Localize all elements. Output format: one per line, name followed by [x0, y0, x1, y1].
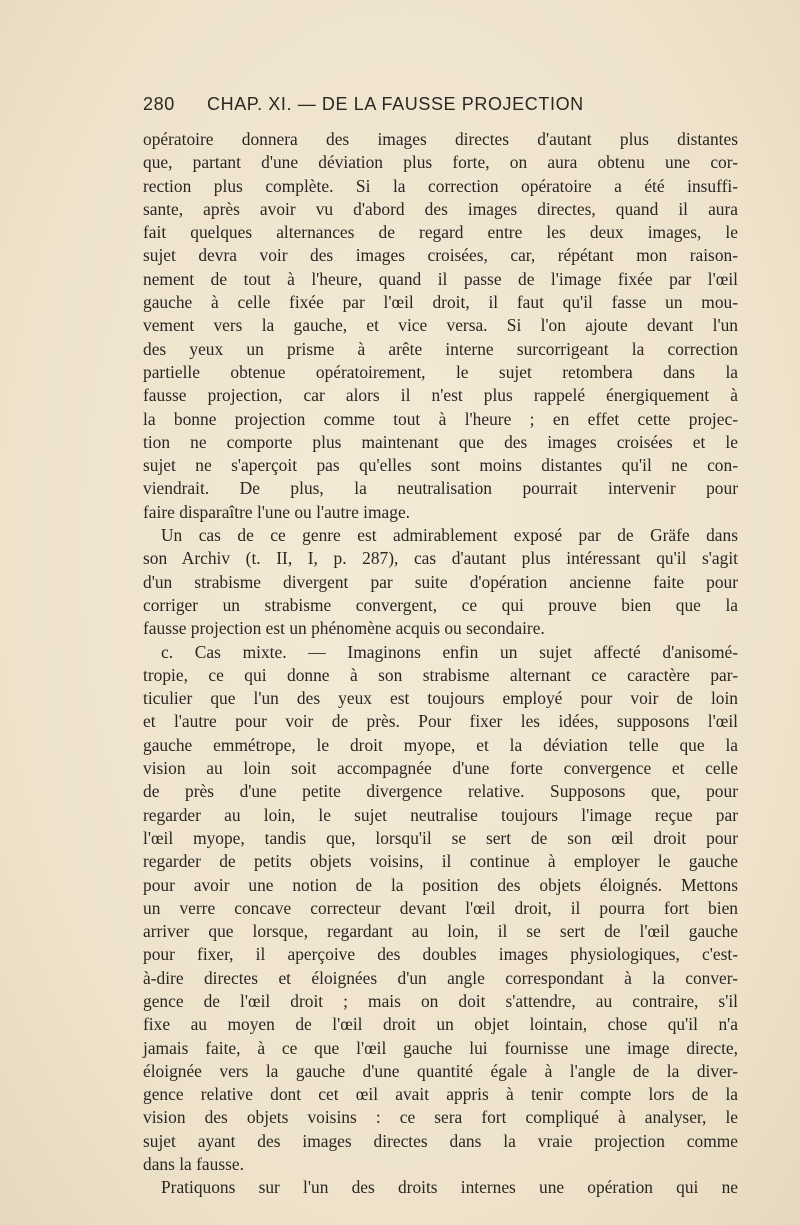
text-line: sante, après avoir vu d'abord des images directes, quand il aura: [143, 198, 738, 219]
text-line: jamais faite, à ce que l'œil gauche lui fournisse une image directe,: [143, 1037, 738, 1058]
text-line: regarder au loin, le sujet neutralise toujours l'image reçue par: [143, 804, 738, 825]
text-line: corriger un strabisme convergent, ce qui prouve bien que la: [143, 594, 738, 615]
text-line: tropie, ce qui donne à son strabisme alternant ce caractère par-: [143, 664, 738, 685]
text-line: l'œil myope, tandis que, lorsqu'il se sert de son œil droit pour: [143, 827, 738, 848]
text-line: gence de l'œil droit ; mais on doit s'attendre, au contraire, s'il: [143, 990, 738, 1011]
text-line: partielle obtenue opératoirement, le sujet retombera dans la: [143, 361, 738, 382]
text-line: c. Cas mixte. — Imaginons enfin un sujet affecté d'anisomé-: [161, 641, 738, 662]
text-line: faire disparaître l'une ou l'autre image.: [143, 501, 411, 522]
text-line: un verre concave correcteur devant l'œil droit, il pourra fort bien: [143, 897, 738, 918]
text-line: Pratiquons sur l'un des droits internes une opération qui ne: [161, 1177, 738, 1198]
text-line: et l'autre pour voir de près. Pour fixer les idées, supposons l'œil: [143, 711, 738, 732]
text-line: pour avoir une notion de la position des objets éloignés. Mettons: [143, 874, 738, 895]
text-line: d'un strabisme divergent par suite d'opération ancienne faite pour: [143, 571, 738, 592]
running-title: CHAP. XI. — DE LA FAUSSE PROJECTION: [207, 94, 584, 114]
text-line: regarder de petits objets voisins, il continue à employer le gauche: [143, 851, 738, 872]
text-line: gence relative dont cet œil avait appris à tenir compte lors de la: [143, 1084, 738, 1105]
text-line: que, partant d'une déviation plus forte, on aura obtenu une cor-: [143, 152, 738, 173]
text-line: tion ne comporte plus maintenant que des images croisées et le: [143, 431, 738, 452]
text-line: rection plus complète. Si la correction opératoire a été insuffi-: [143, 175, 738, 196]
text-line: ticulier que l'un des yeux est toujours employé pour voir de loin: [143, 688, 738, 709]
body-text: [143, 128, 738, 1200]
page-number: 280: [143, 94, 175, 114]
text-line: arriver que lorsque, regardant au loin, il se sert de l'œil gauche: [143, 921, 738, 942]
text-line: gauche emmétrope, le droit myope, et la déviation telle que la: [143, 734, 738, 755]
text-line: vision au loin soit accompagnée d'une forte convergence et celle: [143, 758, 738, 779]
text-line: fausse projection, car alors il n'est plus rappelé énergiquement à: [143, 385, 738, 406]
text-line: éloignée vers la gauche d'une quantité égale à l'angle de la diver-: [143, 1060, 738, 1081]
text-line: des yeux un prisme à arête interne surcorrigeant la correction: [143, 338, 738, 359]
text-line: vision des objets voisins : ce sera fort compliqué à analyser, le: [143, 1107, 738, 1128]
text-line: à-dire directes et éloignées d'un angle correspondant à la conver-: [143, 967, 738, 988]
text-line: nement de tout à l'heure, quand il passe de l'image fixée par l'œil: [143, 268, 738, 289]
text-line: sujet devra voir des images croisées, car, répétant mon raison-: [143, 245, 738, 266]
running-header: [143, 94, 743, 115]
text-line: dans la fausse.: [143, 1154, 244, 1175]
text-line: viendrait. De plus, la neutralisation pourrait intervenir pour: [143, 478, 738, 499]
text-line: fausse projection est un phénomène acquis ou secondaire.: [143, 618, 545, 639]
text-line: gauche à celle fixée par l'œil droit, il faut qu'il fasse un mou-: [143, 292, 738, 313]
text-line: opératoire donnera des images directes d'autant plus distantes: [143, 129, 738, 149]
text-line: de près d'une petite divergence relative. Supposons que, pour: [143, 781, 738, 802]
text-line: son Archiv (t. II, I, p. 287), cas d'autant plus intéressant qu'il s'agit: [143, 548, 738, 569]
text-line: pour fixer, il aperçoive des doubles images physiologiques, c'est-: [143, 944, 738, 965]
text-line: vement vers la gauche, et vice versa. Si l'on ajoute devant l'un: [143, 315, 738, 336]
text-line: fait quelques alternances de regard entre les deux images, le: [143, 222, 738, 243]
text-line: fixe au moyen de l'œil droit un objet lointain, chose qu'il n'a: [143, 1014, 738, 1035]
text-line: sujet ayant des images directes dans la vraie projection comme: [143, 1130, 738, 1151]
text-line: sujet ne s'aperçoit pas qu'elles sont moins distantes qu'il ne con-: [143, 455, 738, 476]
text-line: Un cas de ce genre est admirablement exposé par de Gräfe dans: [161, 525, 738, 546]
text-line: la bonne projection comme tout à l'heure ; en effet cette projec-: [143, 408, 738, 429]
